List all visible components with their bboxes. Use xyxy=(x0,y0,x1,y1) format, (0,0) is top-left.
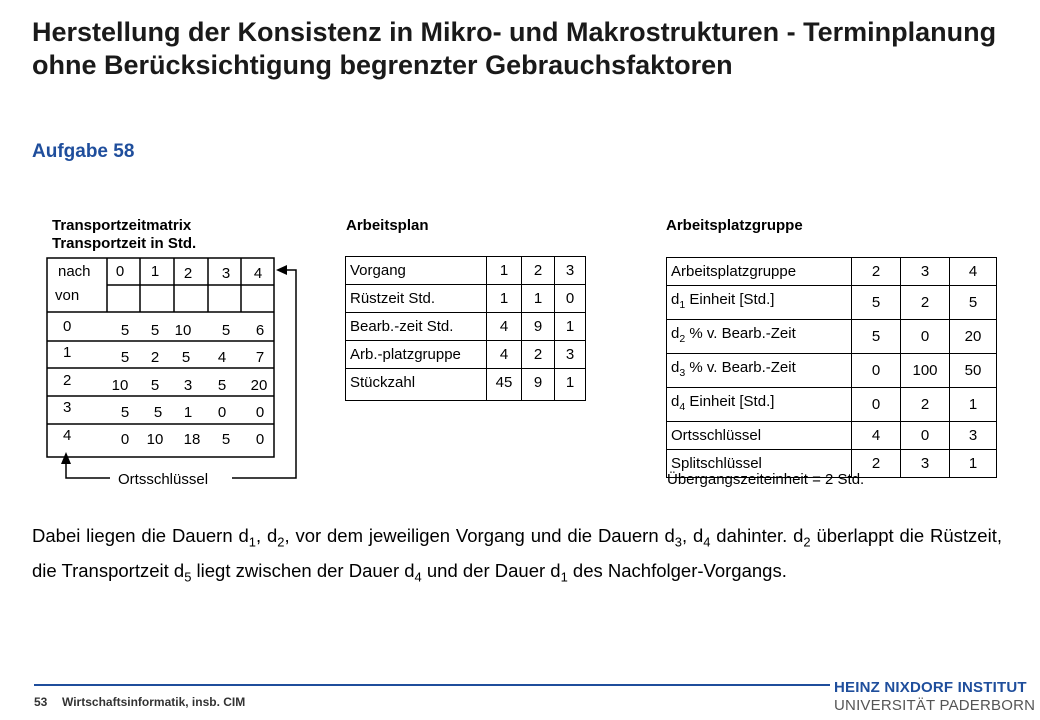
table-row xyxy=(667,354,997,388)
row-label: Arbeitsplatzgruppe xyxy=(667,258,852,286)
transport-col-headers xyxy=(116,263,262,282)
table-row xyxy=(667,388,997,422)
page-title: Herstellung der Konsistenz in Mikro- und Makrostrukturen - Terminplanung ohne Berücksichtigung begrenzter Gebrauchsfaktoren xyxy=(32,17,997,80)
para-text: , vor dem jeweiligen Vorgang und die Dauern d xyxy=(284,525,675,546)
table-cell: 4 xyxy=(852,422,901,450)
label-sub: 3 xyxy=(679,367,686,379)
para-text: dahinter. d xyxy=(710,525,804,546)
table-cell: 2 xyxy=(901,388,950,422)
label-d: d xyxy=(671,393,680,410)
table-cell: 9 xyxy=(522,313,555,341)
para-text: , d xyxy=(255,525,278,546)
table-cell: 5 xyxy=(852,286,901,320)
table-cell: 2 xyxy=(522,257,555,285)
label-rest: Einheit [Std.] xyxy=(685,393,775,410)
transport-cell: 6 xyxy=(255,322,265,339)
para-sub: 2 xyxy=(277,534,285,550)
row-label: Vorgang xyxy=(346,257,487,285)
table-cell: 2 xyxy=(852,450,901,478)
row-label xyxy=(667,354,852,388)
para-sub: 4 xyxy=(703,534,711,550)
para-text: und der Dauer d xyxy=(421,559,561,581)
label-rest: Einheit [Std.] xyxy=(685,291,775,308)
transport-col-header: 4 xyxy=(253,265,263,282)
row-label: Splitschlüssel xyxy=(667,450,852,478)
table-cell: 5 xyxy=(852,320,901,354)
table-cell: 0 xyxy=(555,285,586,313)
transport-unit: Transportzeit in Std. xyxy=(52,235,197,252)
table-cell: 0 xyxy=(901,320,950,354)
transport-cell: 5 xyxy=(120,322,130,339)
table-cell: 20 xyxy=(950,320,997,354)
table-cell: 50 xyxy=(950,354,997,388)
table-cell: 2 xyxy=(852,258,901,286)
transport-title: Transportzeitmatrix xyxy=(52,217,192,234)
transport-cell: 5 xyxy=(181,349,191,366)
table-cell: 100 xyxy=(901,354,950,388)
para-sub: 1 xyxy=(248,534,256,550)
arrow-left-icon xyxy=(276,265,287,275)
label-d: d xyxy=(671,359,680,376)
apg-heading: Arbeitsplatzgruppe xyxy=(666,217,803,234)
table-cell: 0 xyxy=(901,422,950,450)
para-sub: 4 xyxy=(414,569,422,585)
transport-cell: 5 xyxy=(153,404,163,421)
transport-cell: 5 xyxy=(221,322,231,339)
para-sub: 2 xyxy=(803,534,811,550)
transport-cell: 7 xyxy=(255,349,265,366)
table-cell: 0 xyxy=(852,354,901,388)
arrow-up-icon xyxy=(61,452,71,464)
table-cell: 1 xyxy=(950,450,997,478)
transport-row-label: 1 xyxy=(63,344,72,361)
transport-matrix xyxy=(0,250,310,490)
transport-matrix-heading xyxy=(52,217,196,253)
apg-note: Übergangszeiteinheit = 2 Std. xyxy=(667,471,865,488)
institute-logo-line2: UNIVERSITÄT PADERBORN xyxy=(834,697,1036,714)
transport-cell: 4 xyxy=(217,349,227,366)
table-cell: 3 xyxy=(555,257,586,285)
para-text: Dabei liegen die Dauern d xyxy=(32,525,249,546)
table-row xyxy=(667,286,997,320)
row-label: Ortsschlüssel xyxy=(667,422,852,450)
table-cell: 45 xyxy=(487,369,522,401)
table-row xyxy=(667,320,997,354)
table-cell: 4 xyxy=(487,341,522,369)
arbeitsplan-table xyxy=(345,256,586,401)
transport-nach-label: nach xyxy=(58,263,91,280)
table-cell: 1 xyxy=(487,285,522,313)
institute-logo-line1: HEINZ NIXDORF INSTITUT xyxy=(834,679,1027,696)
transport-cell: 10 xyxy=(174,322,192,339)
transport-cell: 5 xyxy=(150,377,160,394)
table-row xyxy=(667,422,997,450)
para-text: des Nachfolger-Vorgangs. xyxy=(567,559,787,581)
table-row xyxy=(346,341,586,369)
transport-cell: 0 xyxy=(255,404,265,421)
row-label xyxy=(667,286,852,320)
table-cell: 0 xyxy=(852,388,901,422)
transport-cell: 0 xyxy=(255,431,265,448)
para-sub: 3 xyxy=(674,534,682,550)
para-text: überlappt die Rüstzeit, die Transportzeit d xyxy=(32,525,1002,581)
label-sub: 1 xyxy=(679,299,686,311)
table-row xyxy=(346,257,586,285)
transport-cell: 5 xyxy=(217,377,227,394)
transport-row-labels xyxy=(63,318,71,444)
row-label xyxy=(667,320,852,354)
label-sub: 4 xyxy=(679,401,686,413)
arbeitsplan-heading: Arbeitsplan xyxy=(346,217,429,234)
table-cell: 4 xyxy=(487,313,522,341)
row-label: Bearb.-zeit Std. xyxy=(346,313,487,341)
transport-cell: 10 xyxy=(111,377,129,394)
row-label: Stückzahl xyxy=(346,369,487,401)
transport-row-label: 0 xyxy=(63,318,72,335)
footer-course: Wirtschaftsinformatik, insb. CIM xyxy=(62,695,246,709)
label-rest: % v. Bearb.-Zeit xyxy=(685,325,796,342)
table-cell: 3 xyxy=(901,258,950,286)
table-cell: 2 xyxy=(901,286,950,320)
para-text: , d xyxy=(681,525,704,546)
table-cell: 2 xyxy=(522,341,555,369)
transport-col-header: 3 xyxy=(221,265,231,282)
row-label: Rüstzeit Std. xyxy=(346,285,487,313)
transport-cell: 5 xyxy=(150,322,160,339)
table-cell: 9 xyxy=(522,369,555,401)
transport-cell: 3 xyxy=(183,377,193,394)
table-row xyxy=(346,285,586,313)
row-label xyxy=(667,388,852,422)
transport-cell: 5 xyxy=(221,431,231,448)
label-sub: 2 xyxy=(679,333,686,345)
transport-col-header: 1 xyxy=(150,263,160,280)
page-number: 53 xyxy=(34,695,48,709)
transport-cell: 0 xyxy=(217,404,227,421)
label-d: d xyxy=(671,291,680,308)
footer-divider xyxy=(34,684,830,686)
label-rest: % v. Bearb.-Zeit xyxy=(685,359,796,376)
table-row xyxy=(346,313,586,341)
label-d: d xyxy=(671,325,680,342)
table-cell: 3 xyxy=(950,422,997,450)
table-cell: 4 xyxy=(950,258,997,286)
transport-col-header: 0 xyxy=(115,263,125,280)
transport-row-label: 4 xyxy=(63,427,72,444)
apg-table xyxy=(666,257,997,478)
transport-cell: 2 xyxy=(150,349,160,366)
transport-cell: 5 xyxy=(120,349,130,366)
description-paragraph xyxy=(32,522,1002,591)
row-label: Arb.-platzgruppe xyxy=(346,341,487,369)
transport-cell: 5 xyxy=(120,404,130,421)
table-cell: 1 xyxy=(555,313,586,341)
transport-cell: 0 xyxy=(120,431,130,448)
table-cell: 3 xyxy=(901,450,950,478)
transport-row-label: 3 xyxy=(63,399,72,416)
para-text: liegt zwischen der Dauer d xyxy=(191,559,415,581)
table-row xyxy=(346,369,586,401)
table-cell: 1 xyxy=(555,369,586,401)
para-sub: 1 xyxy=(560,569,568,585)
para-sub: 5 xyxy=(184,569,192,585)
transport-cell: 18 xyxy=(183,431,201,448)
table-cell: 1 xyxy=(522,285,555,313)
transport-cell: 20 xyxy=(250,377,268,394)
page-subtitle: Aufgabe 58 xyxy=(32,141,135,162)
table-cell: 1 xyxy=(950,388,997,422)
table-cell: 5 xyxy=(950,286,997,320)
table-row xyxy=(667,258,997,286)
transport-von-label: von xyxy=(55,287,80,304)
ortsschluessel-label: Ortsschlüssel xyxy=(118,471,209,488)
transport-col-header: 2 xyxy=(183,265,193,282)
transport-grid-lines xyxy=(47,258,274,457)
transport-cell: 10 xyxy=(146,431,164,448)
table-cell: 1 xyxy=(487,257,522,285)
table-cell: 3 xyxy=(555,341,586,369)
transport-row-label: 2 xyxy=(63,372,72,389)
transport-cell: 1 xyxy=(183,404,193,421)
